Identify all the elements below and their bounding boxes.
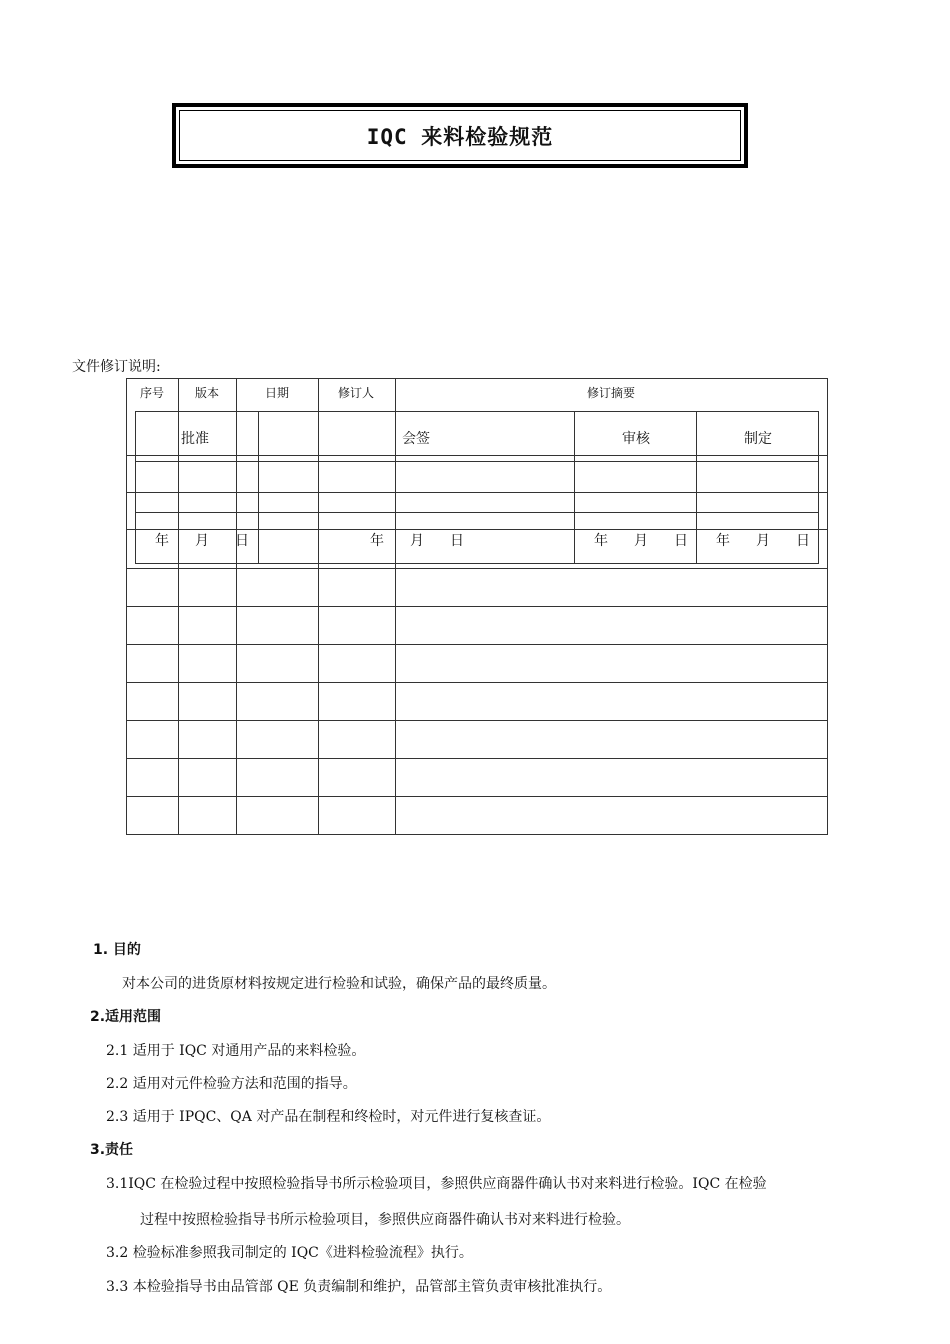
section-3-item-1-line-1: 3.1IQC 在检验过程中按照检验指导书所示检验项目，参照供应商器件确认书对来料进行检验。IQC 在检验 <box>106 1176 767 1192</box>
label-countersign: 会签 <box>402 431 430 447</box>
label-create: 制定 <box>744 431 772 447</box>
section-3-item-2: 3.2 检验标准参照我司制定的 IQC《进料检验流程》执行。 <box>106 1245 473 1261</box>
countersign-date-year: 年 <box>370 533 384 549</box>
header-version: 版本 <box>194 386 220 400</box>
section-3-heading: 3.责任 <box>90 1142 134 1158</box>
section-3-item-3: 3.3 本检验指导书由品管部 QE 负责编制和维护，品管部主管负责审核批准执行。 <box>106 1279 612 1295</box>
document-title: IQC 来料检验规范 <box>179 110 741 161</box>
approve-date-year: 年 <box>155 533 169 549</box>
approve-date-month: 月 <box>195 533 209 549</box>
section-2-item-2: 2.2 适用对元件检验方法和范围的指导。 <box>106 1076 357 1092</box>
section-2-heading: 2.适用范围 <box>90 1009 162 1025</box>
header-date: 日期 <box>264 386 290 400</box>
header-summary: 修订摘要 <box>586 386 636 400</box>
label-review: 审核 <box>622 431 650 447</box>
section-2-item-1: 2.1 适用于 IQC 对通用产品的来料检验。 <box>106 1043 366 1059</box>
section-2-item-3: 2.3 适用于 IPQC、QA 对产品在制程和终检时，对元件进行复核查证。 <box>106 1109 551 1125</box>
review-date-year: 年 <box>594 533 608 549</box>
revision-caption: 文件修订说明: <box>72 359 161 375</box>
countersign-date-month: 月 <box>410 533 424 549</box>
header-seq: 序号 <box>139 386 165 400</box>
approve-date-day: 日 <box>235 533 249 549</box>
label-approve: 批准 <box>181 431 209 447</box>
create-date-day: 日 <box>796 533 810 549</box>
countersign-date-day: 日 <box>450 533 464 549</box>
section-1-heading: 1. 目的 <box>93 942 141 958</box>
review-date-day: 日 <box>674 533 688 549</box>
create-date-year: 年 <box>716 533 730 549</box>
create-date-month: 月 <box>756 533 770 549</box>
section-1-text: 对本公司的进货原材料按规定进行检验和试验，确保产品的最终质量。 <box>122 976 556 992</box>
header-reviser: 修订人 <box>337 386 375 400</box>
review-date-month: 月 <box>634 533 648 549</box>
section-3-item-1-line-2: 过程中按照检验指导书所示检验项目，参照供应商器件确认书对来料进行检验。 <box>140 1212 630 1228</box>
